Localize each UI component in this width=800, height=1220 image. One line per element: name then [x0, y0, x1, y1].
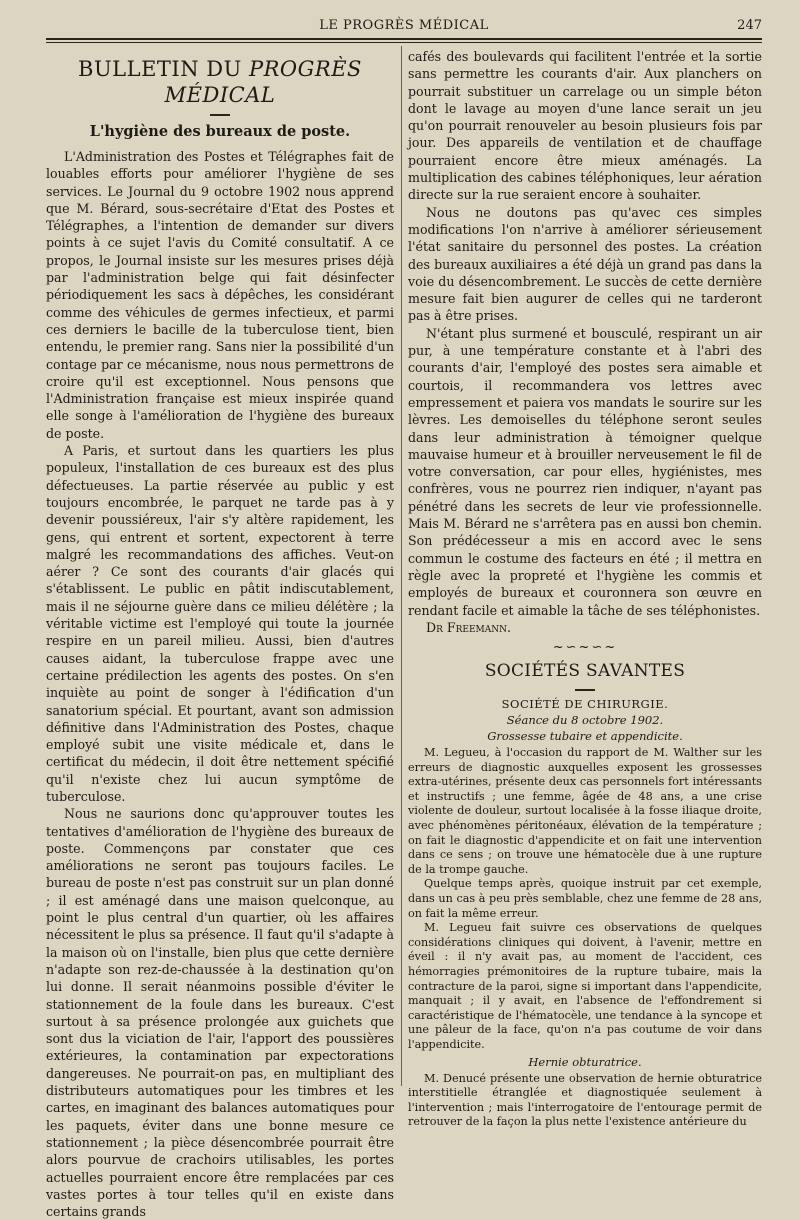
running-header — [46, 14, 762, 36]
bulletin-title — [46, 56, 394, 108]
soc-paragraph-2: Quelque temps après, quoique instruit par cet exemple, dans un cas à peu près semblable, chez une femme de 28 ans, on fait la même erreur. — [408, 877, 762, 920]
header-rule — [46, 38, 762, 40]
soc-paragraph-1: M. Legueu, à l'occasion du rapport de M. Walther sur les erreurs de diagnostic auxquelles exposent les grossesses extra-utérines, présente deux cas personnels fort intéressants et instructifs ; une femme, âgée de 48 ans, a une crise violente de douleur, surtout localisée à la fosse iliaque droite, avec phénomènes péritonéaux, élévation de la température ; on fait le diagnostic d'appendicite et on fait une intervention dans ce sens ; on trouve une hématocèle due à une rupture de la trompe gauche. — [408, 746, 762, 876]
society-name: SOCIÉTÉ DE CHIRURGIE. — [501, 697, 669, 712]
article-paragraph-5: Nous ne doutons pas qu'avec ces simples modifications l'on n'arrive à améliorer sérieusement l'état sanitaire du personnel des postes. La création des bureaux auxiliaires a été déjà un grand pas dans la voie du désencombrement. Le succès de cette dernière mesure fait bien augurer de celles qui ne tarderont pas à être prises. — [408, 204, 762, 324]
article-paragraph-3: Nous ne saurions donc qu'approuver toutes les tentatives d'amélioration de l'hygiène des bureaux de poste. Commençons par constater que ces améliorations ne seront pas toujours faciles. Le bureau de poste n'est pas construit sur un plan donné ; il est aménagé dans une maison quelconque, au point le plus central d'un quartier, où les affaires nécessitent le plus sa présence. Il faut qu'il s'adapte à la maison où on l'installe, bien plus que cette dernière n'adapte son rez-de-chaussée à la destination qu'on lui donne. Il serait néanmoins possible d'éviter le stationnement de la foule dans les bureaux. C'est surtout à sa présence prolongée aux guichets que sont dus la viciation de l'air, l'apport des poussières extérieures, la contamination par expectorations dangereuses. Ne pourrait-on pas, en multipliant des distributeurs automatiques pour les timbres et les cartes, en imaginant des balances automatiques pour les paquets, éviter dans une bonne mesure ce stationnement ; la pièce désencombrée pourrait être alors pourvue de crachoirs utilisables, les portes actuelles pourraient encore être remplacées par ces vastes portes à tour telles qu'il en existe dans certains grands — [46, 806, 394, 1220]
societes-title: SOCIÉTÉS SAVANTES — [484, 661, 686, 682]
bulletin-title-plain: BULLETIN DU — [78, 57, 242, 81]
topic-hernie: Hernie obturatrice. — [528, 1054, 642, 1069]
running-title: LE PROGRÈS MÉDICAL — [319, 18, 489, 33]
article-paragraph-4: cafés des boulevards qui facilitent l'entrée et la sortie sans permettre les courants d'air. Aux planchers on pourrait substituer un carrelage ou un simple béton dont le lavage au moyen d'une lance serait un jeu qu'on pourrait renouveler au besoin plusieurs fois par jour. Des appareils de ventilation et de chauffage pourraient encore être mieux aménagés. La multiplication des cabines téléphoniques, leur aération directe sur la rue seraient encore à souhaiter. — [408, 49, 762, 203]
right-column — [408, 48, 762, 1129]
article-paragraph-1: L'Administration des Postes et Télégraphes fait de louables efforts pour améliorer l'hygiène de ses services. Le Journal du 9 octobre 1902 nous apprend que M. Bérard, sous-secrétaire d'Etat des Postes et Télégraphes, a l'intention de demander sur divers points à ce sujet l'avis du Comité consultatif. A ce propos, le Journal insiste sur les mesures prises déjà par l'administration belge qui fait désinfecter périodiquement les sacs à dépêches, les considérant comme des véhicules de germes infectieux, et parmi ces derniers le bacille de la tuberculose tient, bien entendu, le premier rang. Sans nier la possibilité d'un contage par ce mécanisme, nous nous permettrons de croire qu'il est exceptionnel. Nous pensons que l'Administration française est mieux inspirée quand elle songe à l'amélioration de l'hygiène des bureaux de poste. — [46, 149, 394, 441]
page-number: 247 — [737, 18, 762, 33]
article-paragraph-2: A Paris, et surtout dans les quartiers les plus populeux, l'installation de ces bureaux est des plus défectueuses. La partie réservée au public y est toujours encombrée, le parquet ne tarde pas à y devenir poussiéreux, l'air s'y altère rapidement, les gens, qui entrent et sortent, expectorent à terre malgré les recommandations des affiches. Veut-on aérer ? Ce sont des courants d'air glacés qui s'établissent. Le public en pâtit indiscutablement, mais il ne séjourne guère dans ce milieu délétère ; la véritable victime est l'employé qui toute la journée respire en un pareil milieu. Aussi, bien d'autres causes aidant, la tuberculose frappe avec une certaine prédilection les agents des postes. On s'en inquiète au point de songer à l'édification d'un sanatorium spécial. Et pourtant, avant son admission définitive dans l'Administration des Postes, chaque employé subit une visite médicale et, dans le certificat du médecin, il doit être nettement spécifié qu'il n'existe chez lui aucun symptôme de tuberculose. — [46, 443, 394, 804]
topic-grossesse: Grossesse tubaire et appendicite. — [487, 729, 683, 744]
soc-paragraph-4: M. Denucé présente une observation de hernie obturatrice interstitielle étranglée et diagnostiquée seulement à l'intervention ; mais l'interrogatoire de l'entourage permit de retrouver de la façon la plus nette l'existence antérieure du — [408, 1071, 762, 1129]
author-signature: Dr Freemann. — [426, 619, 511, 635]
societes-dash — [575, 689, 595, 691]
left-column — [46, 48, 394, 1220]
title-dash — [210, 114, 230, 116]
bulletin-title-italic: PROGRÈS MÉDICAL — [164, 57, 362, 107]
column-divider — [401, 46, 402, 1086]
ornament-divider: ~∽~∽~ — [552, 640, 618, 656]
header-rule-thin — [46, 42, 762, 43]
soc-paragraph-3: M. Legueu fait suivre ces observations de quelques considérations cliniques qui doivent, à l'avenir, mettre en éveil : il n'y avait pas, au moment de l'accident, ces hémorragies prémonitoires de la rupture tubaire, mais la contracture de la paroi, signe si important dans l'appendicite, manquait ; il y avait, en l'absence de l'effondrement si caractéristique de l'hématocèle, une tendance à la syncope et une pâleur de la face, qu'on n'a pas coutume de voir dans l'appendicite. — [408, 921, 762, 1051]
seance-date: Séance du 8 octobre 1902. — [506, 713, 664, 728]
article-paragraph-6: N'étant plus surmené et bousculé, respirant un air pur, à une température constante et à l'abri des courants d'air, l'employé des postes sera aimable et courtois, il recommandera vos lettres avec empressement et paiera vos mandats le sourire sur les lèvres. Les demoiselles du téléphone seront seules dans leur administration à témoigner quelque mauvaise humeur et à brouiller nerveusement le fil de votre conversation, car pour elles, hygiénistes, mes confrères, vous ne pourrez rien indiquer, n'ayant pas pénétré dans les secrets de leur vie professionnelle. Mais M. Bérard ne s'arrêtera pas en aussi bon chemin. Son prédécesseur a mis en accord avec le sens commun le costume des facteurs en été ; il mettra en règle avec la propreté et l'hygiène les commis et employés de bureaux et couronnera son œuvre en rendant facile et aimable la tâche de ses téléphonistes. — [408, 325, 762, 618]
article-title: L'hygiène des bureaux de poste. — [89, 123, 351, 140]
